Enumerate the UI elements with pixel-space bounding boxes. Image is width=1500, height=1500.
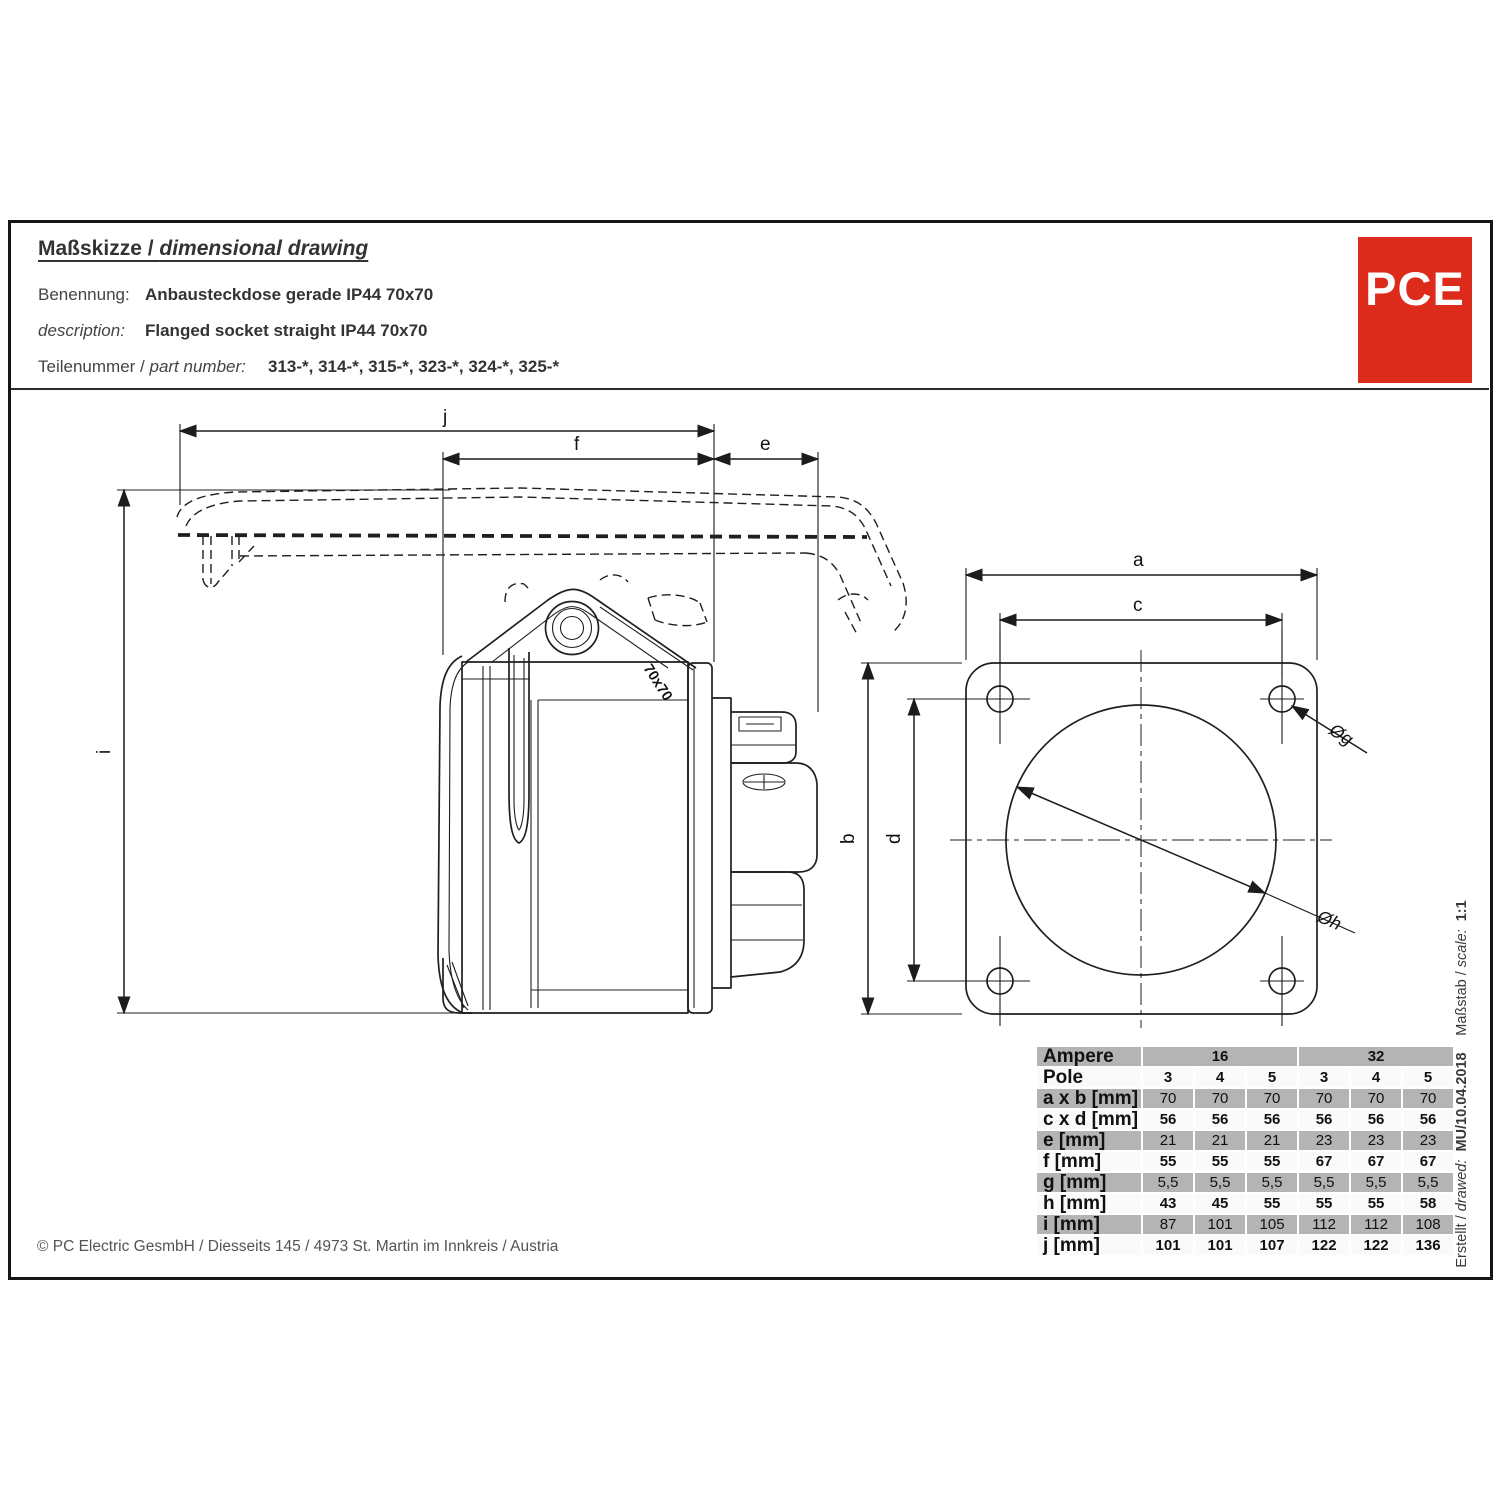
table-cell: g [mm] bbox=[1036, 1172, 1142, 1193]
table-cell: 55 bbox=[1246, 1193, 1298, 1214]
table-row-pole bbox=[1036, 1067, 1454, 1088]
table-cell: h [mm] bbox=[1036, 1193, 1142, 1214]
table-cell: 23 bbox=[1350, 1130, 1402, 1151]
dim-label-i: i bbox=[94, 749, 115, 754]
table-cell: 101 bbox=[1142, 1235, 1194, 1256]
table-cell: 23 bbox=[1298, 1130, 1350, 1151]
table-cell: 32 bbox=[1298, 1046, 1454, 1067]
table-cell: 5 bbox=[1402, 1067, 1454, 1088]
table-row bbox=[1036, 1151, 1454, 1172]
table-cell: 107 bbox=[1246, 1235, 1298, 1256]
table-cell: 56 bbox=[1350, 1109, 1402, 1130]
body-marking-70x70: 70x70 bbox=[639, 661, 676, 705]
table-row bbox=[1036, 1088, 1454, 1109]
table-cell: 23 bbox=[1402, 1130, 1454, 1151]
description-label: description: bbox=[38, 321, 125, 340]
table-cell: 5,5 bbox=[1246, 1172, 1298, 1193]
pce-logo-text: PCE bbox=[1365, 262, 1465, 315]
table-cell: 56 bbox=[1142, 1109, 1194, 1130]
part-number-label-de: Teilenummer / bbox=[38, 357, 150, 376]
page-title: Maßskizze / dimensional drawing bbox=[38, 237, 369, 260]
table-cell: 70 bbox=[1350, 1088, 1402, 1109]
table-cell: 112 bbox=[1350, 1214, 1402, 1235]
table-cell: 43 bbox=[1142, 1193, 1194, 1214]
table-cell: 21 bbox=[1142, 1130, 1194, 1151]
table-cell: i [mm] bbox=[1036, 1214, 1142, 1235]
table-cell: 56 bbox=[1246, 1109, 1298, 1130]
table-cell: f [mm] bbox=[1036, 1151, 1142, 1172]
table-row bbox=[1036, 1130, 1454, 1151]
table-cell: 70 bbox=[1402, 1088, 1454, 1109]
table-cell: 70 bbox=[1194, 1088, 1246, 1109]
table-cell: 67 bbox=[1298, 1151, 1350, 1172]
table-row bbox=[1036, 1109, 1454, 1130]
table-cell: 108 bbox=[1402, 1214, 1454, 1235]
table-cell: a x b [mm] bbox=[1036, 1088, 1142, 1109]
table-cell: 56 bbox=[1194, 1109, 1246, 1130]
table-cell: 70 bbox=[1142, 1088, 1194, 1109]
title-german: Maßskizze bbox=[38, 237, 142, 260]
table-cell: e [mm] bbox=[1036, 1130, 1142, 1151]
table-cell: 4 bbox=[1194, 1067, 1246, 1088]
table-cell: Ampere bbox=[1036, 1046, 1142, 1067]
table-cell: 16 bbox=[1142, 1046, 1298, 1067]
table-row bbox=[1036, 1235, 1454, 1256]
part-number-label-en: part number: bbox=[149, 357, 246, 376]
table-row bbox=[1036, 1193, 1454, 1214]
front-view bbox=[838, 550, 1367, 1028]
table-cell: 56 bbox=[1298, 1109, 1350, 1130]
table-cell: 3 bbox=[1142, 1067, 1194, 1088]
copyright-line: © PC Electric GesmbH / Diesseits 145 / 4973 St. Martin im Innkreis / Austria bbox=[37, 1238, 559, 1255]
table-cell: 55 bbox=[1194, 1151, 1246, 1172]
table-cell: 122 bbox=[1298, 1235, 1350, 1256]
dim-label-dia-g: Øg bbox=[1325, 719, 1357, 750]
table-cell: 5,5 bbox=[1194, 1172, 1246, 1193]
table-row bbox=[1036, 1214, 1454, 1235]
table-cell: 5,5 bbox=[1298, 1172, 1350, 1193]
scale-value: 1:1 bbox=[1454, 900, 1470, 922]
name-value: Anbausteckdose gerade IP44 70x70 bbox=[145, 285, 434, 304]
table-cell: 5,5 bbox=[1402, 1172, 1454, 1193]
table-cell: 122 bbox=[1350, 1235, 1402, 1256]
dim-label-c: c bbox=[1133, 595, 1143, 616]
dim-label-b: b bbox=[838, 833, 859, 844]
table-cell: Pole bbox=[1036, 1067, 1142, 1088]
table-cell: 21 bbox=[1194, 1130, 1246, 1151]
dim-label-a: a bbox=[1133, 550, 1144, 571]
hinge-pin bbox=[546, 602, 599, 655]
table-cell: 56 bbox=[1402, 1109, 1454, 1130]
table-row-ampere bbox=[1036, 1046, 1454, 1067]
table-cell: 87 bbox=[1142, 1214, 1194, 1235]
table-cell: 55 bbox=[1298, 1193, 1350, 1214]
dim-label-j: j bbox=[443, 407, 448, 428]
dim-label-e: e bbox=[760, 434, 771, 455]
table-cell: 105 bbox=[1246, 1214, 1298, 1235]
table-cell: 5,5 bbox=[1350, 1172, 1402, 1193]
table-cell: j [mm] bbox=[1036, 1235, 1142, 1256]
scale-note: Maßstab / scale: 1:1 bbox=[1454, 900, 1470, 1036]
created-value: MU/10.04.2018 bbox=[1454, 1052, 1470, 1152]
table-row bbox=[1036, 1172, 1454, 1193]
table-cell: 112 bbox=[1298, 1214, 1350, 1235]
created-note: Erstellt / drawed: MU/10.04.2018 bbox=[1454, 1052, 1470, 1268]
table-cell: 5,5 bbox=[1142, 1172, 1194, 1193]
part-number-value: 313-*, 314-*, 315-*, 323-*, 324-*, 325-* bbox=[268, 357, 560, 376]
table-cell: 70 bbox=[1246, 1088, 1298, 1109]
dim-label-f: f bbox=[574, 434, 580, 455]
table-cell: c x d [mm] bbox=[1036, 1109, 1142, 1130]
name-label: Benennung: bbox=[38, 285, 130, 304]
table-cell: 5 bbox=[1246, 1067, 1298, 1088]
description-value: Flanged socket straight IP44 70x70 bbox=[145, 321, 428, 340]
table-cell: 45 bbox=[1194, 1193, 1246, 1214]
table-cell: 55 bbox=[1142, 1151, 1194, 1172]
table-cell: 4 bbox=[1350, 1067, 1402, 1088]
dim-table-body bbox=[1036, 1046, 1454, 1256]
dim-label-d: d bbox=[884, 833, 905, 844]
table-cell: 58 bbox=[1402, 1193, 1454, 1214]
dim-label-dia-h: Øh bbox=[1314, 906, 1345, 935]
table-cell: 101 bbox=[1194, 1214, 1246, 1235]
title-english: dimensional drawing bbox=[159, 237, 369, 260]
table-cell: 70 bbox=[1298, 1088, 1350, 1109]
side-view bbox=[94, 407, 906, 1013]
table-cell: 55 bbox=[1246, 1151, 1298, 1172]
table-cell: 55 bbox=[1350, 1193, 1402, 1214]
table-cell: 21 bbox=[1246, 1130, 1298, 1151]
table-cell: 3 bbox=[1298, 1067, 1350, 1088]
table-cell: 67 bbox=[1350, 1151, 1402, 1172]
dimension-table bbox=[1035, 1045, 1455, 1257]
table-cell: 136 bbox=[1402, 1235, 1454, 1256]
table-cell: 101 bbox=[1194, 1235, 1246, 1256]
table-cell: 67 bbox=[1402, 1151, 1454, 1172]
